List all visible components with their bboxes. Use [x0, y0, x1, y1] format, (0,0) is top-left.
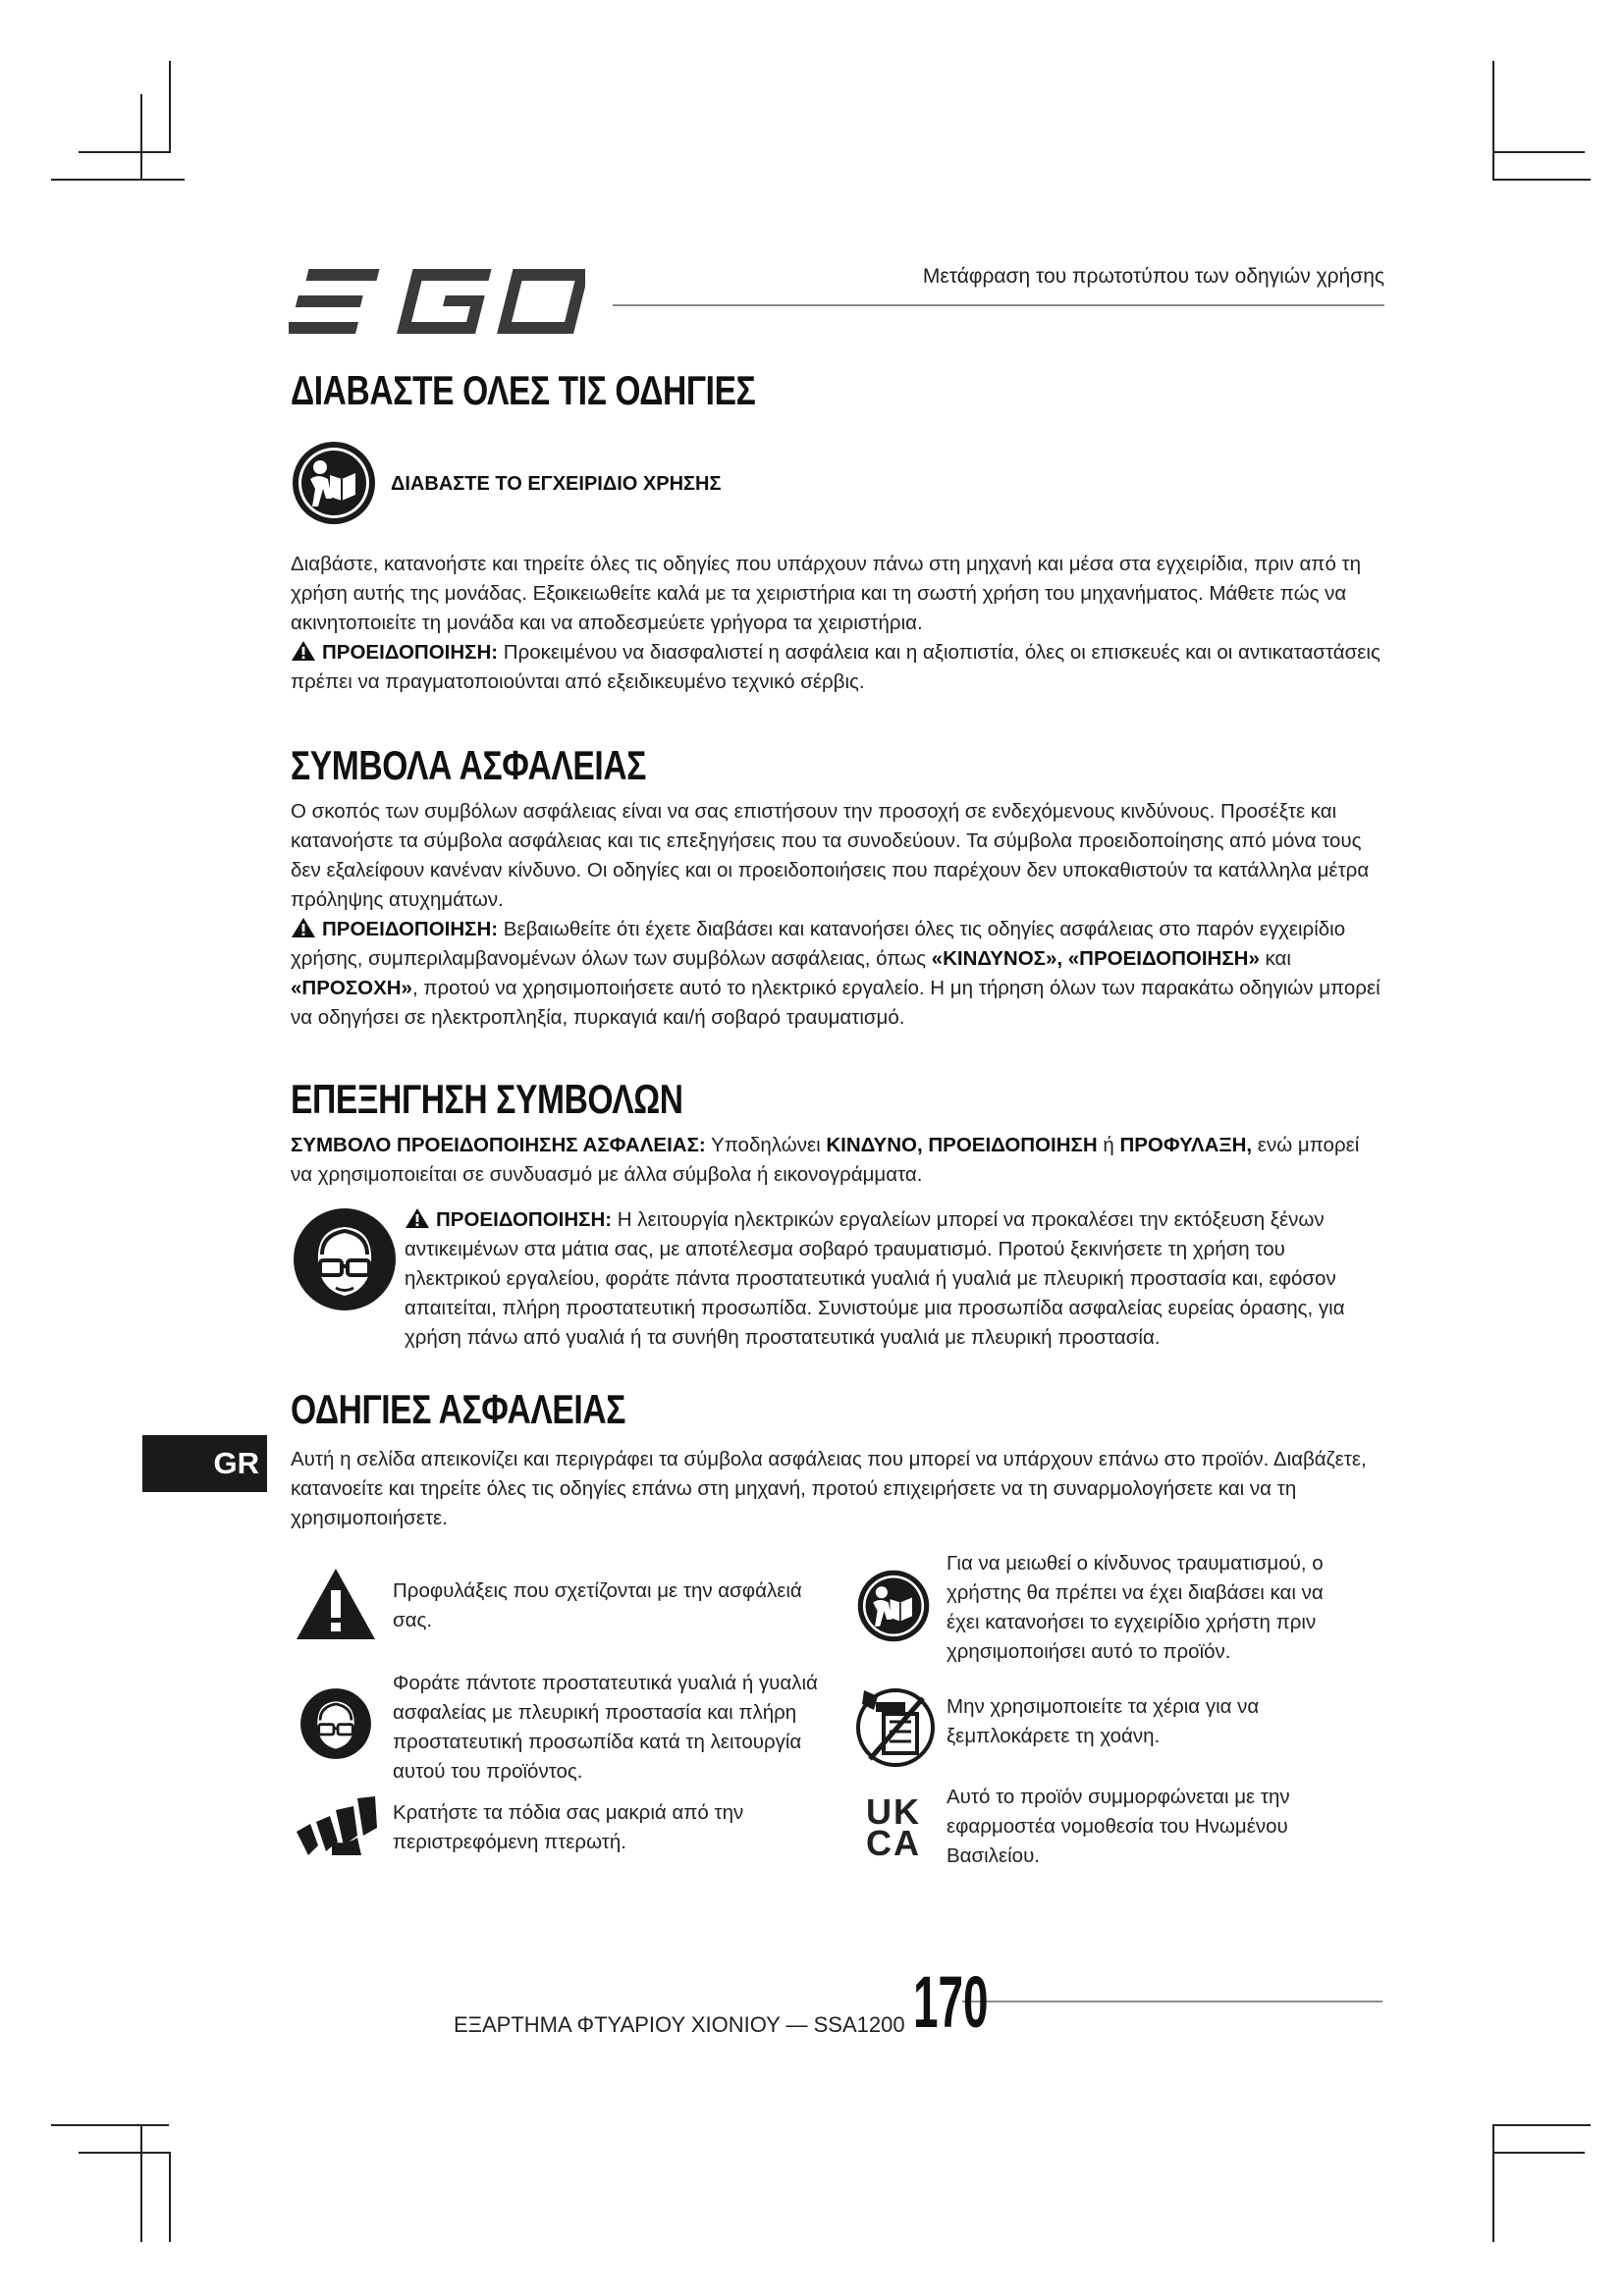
safety-alert-symbol-label: ΣΥΜΒΟΛΟ ΠΡΟΕΙΔΟΠΟΙΗΣΗΣ ΑΣΦΑΛΕΙΑΣ: — [291, 1134, 706, 1156]
symbol-text-eye-protection: Φοράτε πάντοτε προστατευτικά γυαλιά ή γυαλιά ασφαλείας με πλευρική προστασία και πλήρη προστατευτική προσωπίδα κατά τη λειτουργία αυτού του προϊόντος. — [393, 1672, 818, 1783]
symbol-text-ukca: Αυτό το προϊόν συμμορφώνεται με την εφαρμοστέα νομοθεσία του Ηνωμένου Βασιλείου. — [947, 1786, 1290, 1867]
heading-read-all: ΔΙΑΒΑΣΤΕ ΟΛΕΣ ΤΙΣ ΟΔΗΓΙΕΣ — [291, 367, 756, 413]
heading-safety-symbols: ΣΥΜΒΟΛΑ ΑΣΦΑΛΕΙΑΣ — [291, 742, 646, 788]
warning-triangle-icon — [405, 1207, 430, 1229]
crop-mark — [140, 94, 142, 181]
crop-mark — [1492, 2124, 1591, 2126]
heading-safety-instructions: ΟΔΗΓΙΕΣ ΑΣΦΑΛΕΙΑΣ — [291, 1386, 625, 1432]
crop-mark — [1492, 61, 1494, 181]
read-all-text: Διαβάστε, κατανοήστε και τηρείτε όλες τις οδηγίες που υπάρχουν πάνω στη μηχανή και μέσα στα εγχειρίδια, πριν από τη χρήση αυτής της μονάδας. Εξοικειωθείτε καλά με τα χειριστήρια και τη σωστή χρήση του μηχανήματος. Μάθετε πώς να ακινητοποιείτε τη μονάδα και να αποδεσμεύετε γρήγορα τα χειριστήρια. — [291, 553, 1362, 634]
read-all-body — [291, 550, 1382, 697]
warning-triangle-icon — [295, 1567, 377, 1641]
symbol-text-precautions: Προφυλάξεις που σχετίζονται με την ασφάλειά σας. — [393, 1579, 802, 1631]
warning-text: , προτού να χρησιμοποιήσετε αυτό το ηλεκτρικό εργαλείο. Η μη τήρηση όλων των παρακάτω οδηγιών μπορεί να οδηγήσει σε ηλεκτροπληξία, πυρκαγιά και/ή σοβαρό τραυματισμό. — [291, 977, 1380, 1029]
page-number: 170 — [913, 1961, 989, 2043]
crop-mark — [51, 2124, 169, 2126]
read-manual-label: ΔΙΑΒΑΣΤΕ ΤΟ ΕΓΧΕΙΡΙΔΙΟ ΧΡΗΣΗΣ — [391, 473, 722, 495]
safety-symbols-text: Ο σκοπός των συμβόλων ασφάλειας είναι να σας επιστήσουν την προσοχή σε ενδεχόμενους κινδύνους. Προσέξτε και κατανοήστε τα σύμβολα ασφάλειας και τις επεξηγήσεις που τα συνοδεύουν. Τα σύμβολα προειδοποίησης από μόνα τους δεν εξαλείφουν κανέναν κίνδυνο. Οι οδηγίες και οι προειδοποιήσεις που παρέχουν δεν υποκαθιστούν τα κατάλληλα μέτρα πρόληψης ατυχημάτων. — [291, 800, 1370, 911]
explain-text: Υποδηλώνει — [705, 1134, 827, 1156]
warning-bold-caution: «ΠΡΟΣΟΧΗ» — [291, 977, 412, 999]
no-hands-chute-icon — [854, 1681, 937, 1767]
safety-symbols-body — [291, 797, 1382, 1033]
crop-mark — [1492, 151, 1585, 153]
heading-symbol-explanation: ΕΠΕΞΗΓΗΣΗ ΣΥΜΒΟΛΩΝ — [291, 1076, 683, 1122]
safety-instructions-body: Αυτή η σελίδα απεικονίζει και περιγράφει τα σύμβολα ασφάλειας που μπορεί να υπάρχουν επάνω στο προϊόν. Διαβάζετε, κατανοείτε και τηρείτε όλες τις οδηγίες επάνω στη μηχανή, προτού επιχειρήσετε να τη συναρμολογήσετε και να τη χρησιμοποιήσετε. — [291, 1448, 1367, 1529]
read-manual-icon — [856, 1569, 931, 1643]
ukca-mark-icon — [862, 1791, 925, 1863]
warning-triangle-icon — [291, 917, 316, 938]
warning-text: Η λειτουργία ηλεκτρικών εργαλείων μπορεί να προκαλέσει την εκτόξευση ξένων αντικειμένων στα μάτια σας, με αποτέλεσμα σοβαρό τραυματισμό. Προτού ξεκινήσετε τη χρήση του ηλεκτρικού εργαλείου, φοράτε πάντα προστατευτικά γυαλιά ή γυαλιά με πλευρική προστασία και, εφόσον απαιτείται, πλήρη προστατευτική προσωπίδα. Συνιστούμε μια προσωπίδα ασφαλείας ευρείας όρασης, για χρήση πάνω από γυαλιά ή τα συνήθη προστατευτικά γυαλιά με πλευρική προστασία. — [405, 1208, 1345, 1349]
warning-text: Προκειμένου να διασφαλιστεί η ασφάλεια και η αξιοπιστία, όλες οι επισκευές και οι αντικαταστάσεις πρέπει να πραγματοποιούνται από εξειδικευμένο τεχνικό σέρβις. — [291, 641, 1380, 693]
explain-text: ή — [1097, 1134, 1120, 1156]
ego-logo — [289, 263, 585, 340]
warning-text: και — [1259, 947, 1291, 970]
crop-mark — [1492, 179, 1591, 181]
read-manual-icon — [291, 440, 377, 526]
language-tab: GR — [142, 1435, 267, 1492]
crop-mark — [169, 61, 171, 151]
symbol-text-no-hands: Μην χρησιμοποιείτε τα χέρια για να ξεμπλοκάρετε τη χοάνη. — [947, 1695, 1260, 1747]
crop-mark — [169, 2152, 171, 2242]
header-title: Μετάφραση του πρωτοτύπου των οδηγιών χρήσης — [922, 265, 1384, 288]
explain-bold: ΚΙΝΔΥΝΟ, ΠΡΟΕΙΔΟΠΟΙΗΣΗ — [826, 1134, 1098, 1156]
warning-bold-terms: «ΚΙΝΔΥΝΟΣ», «ΠΡΟΕΙΔΟΠΟΙΗΣΗ» — [931, 947, 1260, 970]
safety-glasses-icon — [298, 1686, 373, 1761]
crop-mark — [1492, 2124, 1494, 2242]
symbol-text-keep-feet-away: Κρατήστε τα πόδια σας μακριά από την περιστρεφόμενη πτερωτή. — [393, 1801, 744, 1853]
crop-mark — [51, 179, 185, 181]
eye-warning-body — [405, 1205, 1382, 1353]
crop-mark — [1492, 2152, 1585, 2154]
ukca-mark-top: UK — [866, 1791, 921, 1832]
explain-text: ενώ μπορεί να χρησιμοποιείται σε συνδυασμό με άλλα σύμβολα ή εικονογράμματα. — [291, 1134, 1360, 1186]
warning-label: ΠΡΟΕΙΔΟΠΟΙΗΣΗ: — [322, 641, 499, 664]
crop-mark — [140, 2124, 142, 2242]
warning-label: ΠΡΟΕΙΔΟΠΟΙΗΣΗ: — [436, 1208, 613, 1231]
warning-triangle-icon — [291, 640, 316, 662]
safety-glasses-icon — [291, 1205, 399, 1313]
crop-mark — [79, 151, 171, 153]
footer-product-name: ΕΞΑΡΤΗΜΑ ΦΤΥΑΡΙΟΥ ΧΙΟΝΙΟΥ — SSA1200 — [454, 2012, 905, 2037]
crop-mark — [79, 2152, 171, 2154]
footer-rule — [962, 2001, 1382, 2002]
warning-label: ΠΡΟΕΙΔΟΠΟΙΗΣΗ: — [322, 918, 499, 940]
symbol-text-read-manual: Για να μειωθεί ο κίνδυνος τραυματισμού, ο χρήστης θα πρέπει να έχει διαβάσει και να έχει κατανοήσει το εγχειρίδιο χρήστη πριν χρησιμοποιήσει αυτό το προϊόν. — [947, 1552, 1324, 1663]
ukca-mark-bottom: CA — [866, 1823, 921, 1863]
symbol-explanation-body — [291, 1131, 1382, 1190]
warning-text: Βεβαιωθείτε ότι έχετε διαβάσει και κατανοήσει όλες τις οδηγίες ασφάλειας στο παρόν εγχειρίδιο χρήσης, συμπεριλαμβανομένων όλων των συμβόλων ασφάλειας, όπως — [291, 918, 1346, 970]
keep-feet-away-icon — [293, 1792, 383, 1863]
header-rule — [613, 304, 1384, 306]
explain-bold: ΠΡΟΦΥΛΑΞΗ, — [1119, 1134, 1253, 1156]
